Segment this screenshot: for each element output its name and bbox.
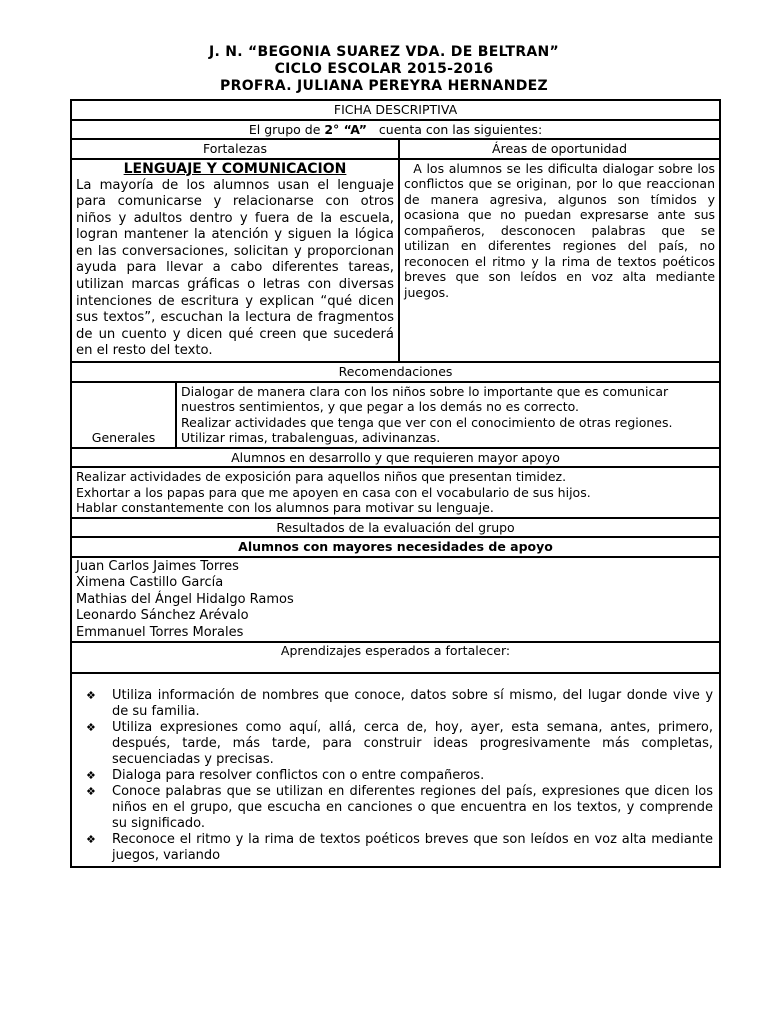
generales-label: Generales: [71, 382, 176, 448]
desarrollo-list: [71, 467, 720, 518]
areas-text: A los alumnos se les dificulta dialogar sobre los conflictos que se originan, por lo que reaccionan de manera agresiva, algunos son tímidos y ocasiona que no puedan expresarse ante sus compañeros, desconocen palabras que se utilizan en diferentes regiones del país, no reconocen el ritmo y la rima de textos poéticos breves que son leídos en voz alta mediante juegos.: [404, 160, 720, 300]
necesidades-row: [71, 537, 720, 557]
aprendizajes-list: [76, 688, 713, 864]
aprendizaje-item: [86, 720, 713, 768]
diamond-bullet-icon: ❖: [86, 721, 96, 735]
aprendizaje-item: [86, 688, 713, 720]
desarrollo-item: Hablar constantemente con los alumnos para motivar su lenguaje.: [76, 500, 494, 516]
fortalezas-cell: [71, 159, 399, 363]
aprendizajes-row: [71, 673, 720, 867]
necesidades-title: Alumnos con mayores necesidades de apoyo: [71, 537, 720, 557]
desarrollo-title-row: [71, 448, 720, 468]
aprendizaje-text: Utiliza expresiones como aquí, allá, cerca de, hoy, ayer, esta semana, antes, primero, después, tarde, más tarde, para construir ideas progresivamente más completas, secuenciadas y precisas.: [112, 720, 714, 768]
aprendizaje-text: Reconoce el ritmo y la rima de textos poéticos breves que son leídos en voz alta mediante juegos, variando: [112, 832, 714, 864]
diamond-bullet-icon: ❖: [86, 769, 96, 783]
student-name: Emmanuel Torres Morales: [76, 624, 244, 640]
student-name: Juan Carlos Jaimes Torres: [76, 558, 239, 574]
aprendizaje-item: [86, 768, 713, 784]
aprendizaje-text: Utiliza información de nombres que conoce, datos sobre sí mismo, del lugar donde vive y de su familia.: [112, 688, 714, 720]
group-prefix: El grupo de: [248, 121, 325, 137]
aprendizaje-text: Dialoga para resolver conflictos con o entre compañeros.: [112, 768, 485, 784]
desarrollo-item: Exhortar a los papas para que me apoyen en casa con el vocabulario de sus hijos.: [76, 484, 591, 500]
generales-item: Utilizar rimas, trabalenguas, adivinanzas.: [181, 430, 441, 446]
desarrollo-row: [71, 467, 720, 518]
ficha-table: [70, 99, 721, 868]
aprendizajes-cell: [71, 673, 720, 867]
school-cycle: CICLO ESCOLAR 2015-2016: [274, 61, 494, 77]
aprendizajes-title-row: [71, 642, 720, 673]
document-header: [0, 44, 768, 95]
diamond-bullet-icon: ❖: [86, 689, 96, 703]
students-list: [71, 557, 720, 643]
generales-row: [71, 382, 720, 448]
aprendizaje-text: Conoce palabras que se utilizan en diferentes regiones del país, expresiones que dicen los niños en el grupo, que escucha en canciones o que encuentra en los textos, y comprende su significado.: [112, 784, 714, 832]
recomendaciones-title: Recomendaciones: [71, 362, 720, 382]
group-name: 2° “A”: [324, 121, 368, 137]
subject-title: LENGUAJE Y COMUNICACION: [123, 160, 347, 177]
content-row: [71, 159, 720, 363]
columns-header-row: [71, 139, 720, 159]
header-areas: Áreas de oportunidad: [399, 139, 720, 159]
group-statement: [71, 120, 720, 140]
group-suffix: cuenta con las siguientes:: [367, 121, 543, 137]
header-fortalezas: Fortalezas: [71, 139, 399, 159]
desarrollo-title: Alumnos en desarrollo y que requieren mayor apoyo: [71, 448, 720, 468]
ficha-title: FICHA DESCRIPTIVA: [71, 100, 720, 120]
areas-cell: [399, 159, 720, 363]
diamond-bullet-icon: ❖: [86, 833, 96, 847]
group-row: [71, 120, 720, 140]
fortalezas-text: La mayoría de los alumnos usan el lenguaje para comunicarse y relacionarse con otros niños y adultos dentro y fuera de la escuela, logran mantener la atención y siguen la lógica en las conversaciones, solicitan y proporcionan ayuda para llevar a cabo diferentes tareas, utilizan marcas gráficas o letras con diversas intenciones de escritura y explican “qué dicen sus textos”, escuchan la lectura de fragmentos de un cuento y dicen qué creen que sucederá en el resto del texto.: [76, 177, 394, 359]
students-row: [71, 557, 720, 643]
desarrollo-item: Realizar actividades de exposición para aquellos niños que presentan timidez.: [76, 469, 567, 485]
generales-item: Realizar actividades que tenga que ver con el conocimiento de otras regiones.: [181, 414, 673, 430]
title-row: [71, 100, 720, 120]
aprendizaje-item: [86, 784, 713, 832]
student-name: Leonardo Sánchez Arévalo: [76, 608, 249, 624]
student-name: Mathias del Ángel Hidalgo Ramos: [76, 591, 294, 607]
resultados-row: [71, 518, 720, 538]
aprendizaje-item: [86, 832, 713, 864]
diamond-bullet-icon: ❖: [86, 785, 96, 799]
resultados-title: Resultados de la evaluación del grupo: [71, 518, 720, 538]
aprendizajes-title: Aprendizajes esperados a fortalecer:: [71, 642, 720, 673]
school-name: J. N. “BEGONIA SUAREZ VDA. DE BELTRAN”: [208, 44, 560, 60]
teacher-name: PROFRA. JULIANA PEREYRA HERNANDEZ: [220, 78, 548, 94]
generales-item: Dialogar de manera clara con los niños sobre lo importante que es comunicar nuestros sentimientos, y que pegar a los demás no es correcto.: [181, 383, 669, 415]
student-name: Ximena Castillo García: [76, 575, 224, 591]
recomendaciones-row: [71, 362, 720, 382]
generales-list: [176, 382, 720, 448]
